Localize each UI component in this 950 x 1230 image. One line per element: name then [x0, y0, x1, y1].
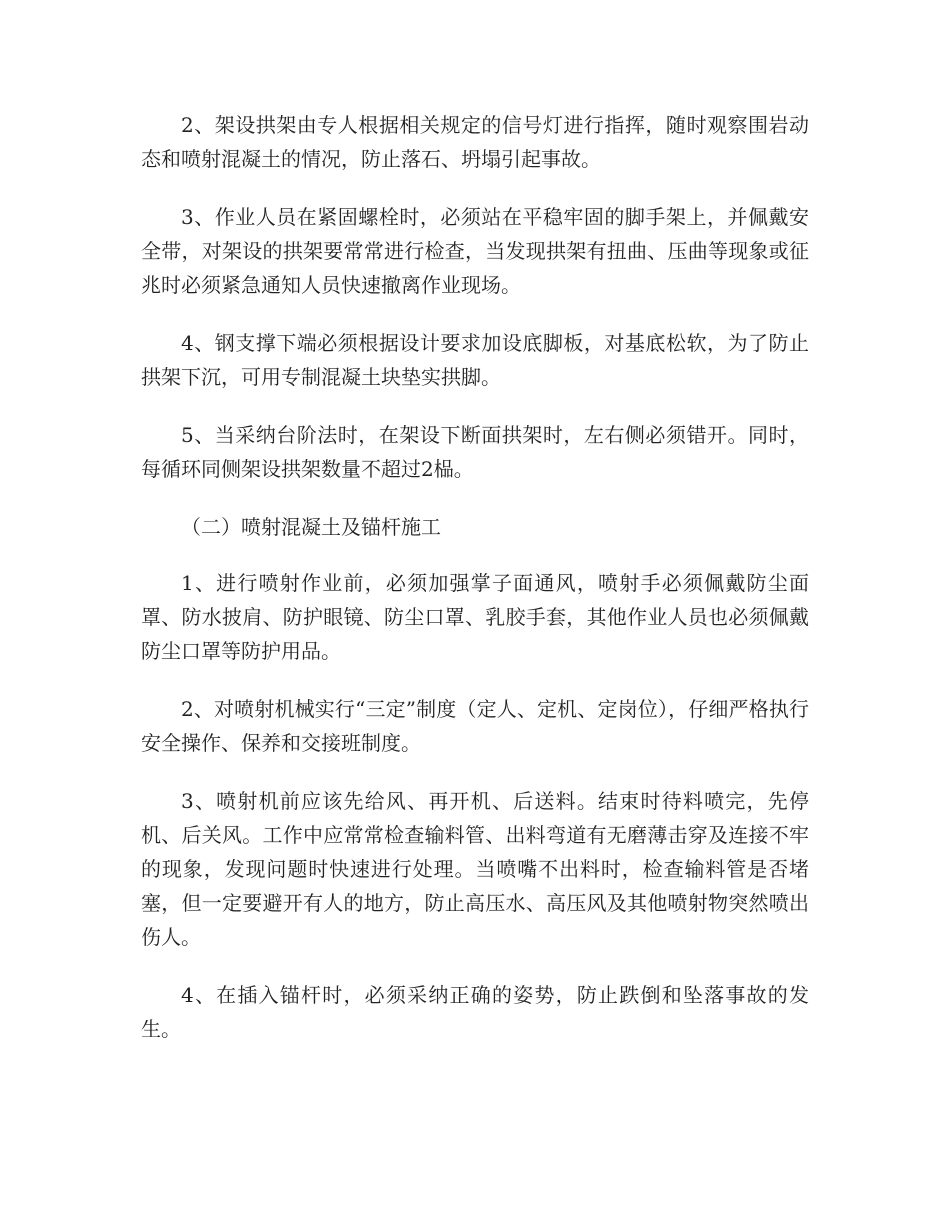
section-heading: （二）喷射混凝土及锚杆施工: [181, 515, 441, 539]
paragraph-shotcrete-3: 3、喷射机前应该先给风、再开机、后送料。结束时待料喷完，先停机、后关风。工作中应常常检查输料管、出料弯道有无磨薄击穿及连接不牢的现象，发现问题时快速进行处理。当喷嘴不出料时，检查输料管是否堵塞，但一定要避开有人的地方，防止高压水、高压风及其他喷射物突然喷出伤人。: [141, 789, 809, 949]
paragraph-item-4: 4、钢支撑下端必须根据设计要求加设底脚板，对基底松软，为了防止拱架下沉，可用专制混凝土块垫实拱脚。: [141, 331, 809, 389]
paragraph-shotcrete-1: 1、进行喷射作业前，必须加强掌子面通风，喷射手必须佩戴防尘面罩、防水披肩、防护眼镜、防尘口罩、乳胶手套，其他作业人员也必须佩戴防尘口罩等防护用品。: [141, 571, 809, 663]
paragraph-shotcrete-2: 2、对喷射机械实行“三定”制度（定人、定机、定岗位），仔细严格执行安全操作、保养和交接班制度。: [141, 697, 809, 755]
paragraph-item-3: 3、作业人员在紧固螺栓时，必须站在平稳牢固的脚手架上，并佩戴安全带，对架设的拱架要常常进行检查，当发现拱架有扭曲、压曲等现象或征兆时必须紧急通知人员快速撤离作业现场。: [141, 205, 809, 297]
paragraph-shotcrete-4: 4、在插入锚杆时，必须采纳正确的姿势，防止跌倒和坠落事故的发生。: [141, 983, 809, 1041]
paragraph-item-2: 2、架设拱架由专人根据相关规定的信号灯进行指挥，随时观察围岩动态和喷射混凝土的情况，防止落石、坍塌引起事故。: [141, 113, 809, 171]
document-body: [141, 108, 809, 1070]
paragraph-item-5: 5、当采纳台阶法时，在架设下断面拱架时，左右侧必须错开。同时，每循环同侧架设拱架数量不超过2榀。: [141, 423, 809, 481]
